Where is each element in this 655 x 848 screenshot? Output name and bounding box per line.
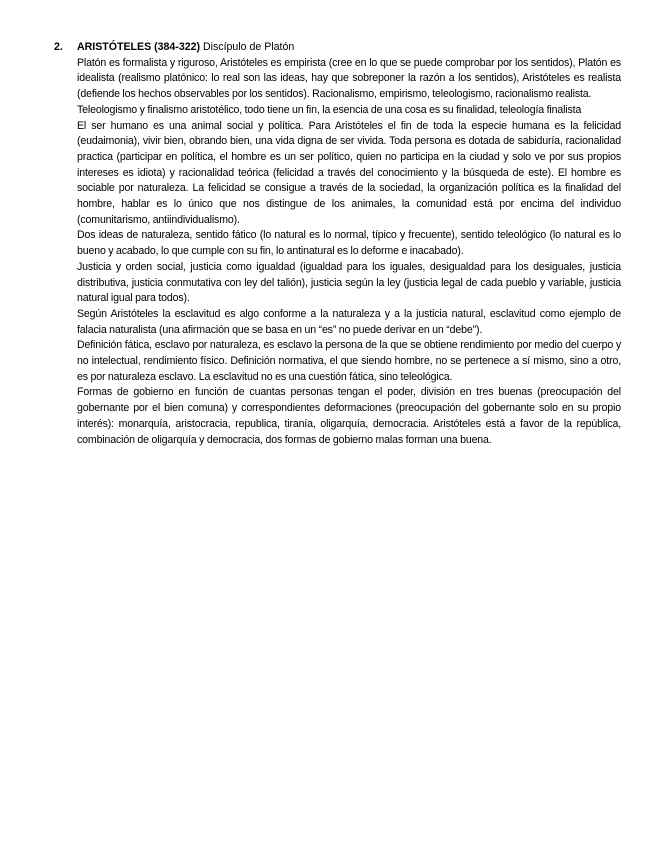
paragraph-esclavitud: Según Aristóteles la esclavitud es algo conforme a la naturaleza y a la justicia natural, esclavitud como ejemplo de falacia naturalista (una afirmación que se basa en un “es” no puede derivar en un “debe”). <box>77 307 621 336</box>
section-title: ARISTÓTELES (384-322) <box>77 41 201 53</box>
section-body <box>77 56 621 449</box>
paragraph-ideas-naturaleza: Dos ideas de naturaleza, sentido fático (lo natural es lo normal, típico y frecuente), sentido teleológico (lo natural es lo bueno y acabado, lo que cumple con su fin, lo antinatural es lo deforme e inacabado). <box>77 229 621 258</box>
section-heading <box>54 40 621 56</box>
paragraph-ser-humano: El ser humano es una animal social y política. Para Aristóteles el fin de toda la especie humana es la felicidad (eudaimonia), vivir bien, obrando bien, una vida digna de ser vivida. Toda persona es dotada de sabiduría, racionalidad practica (participar en política, el hombre es un ser político, quien no participa en la ciudad y solo ve por sus propios intereses es idiota) y racionalidad teórica (felicidad a través del conocimiento y la búsqueda de este). El hombre es sociable por naturaleza. La felicidad se consigue a través de la sociedad, la organización política es la finalidad del hombre, hablar es lo único que nos distingue de los animales, la comunidad está por encima del individuo (comunitarismo, antiindividualismo). <box>77 119 621 226</box>
section-subtitle: Discípulo de Platón <box>203 41 295 53</box>
paragraph-teleologismo: Teleologismo y finalismo aristotélico, todo tiene un fin, la esencia de una cosa es su finalidad, teleología finalista <box>77 103 582 116</box>
section-aristoteles <box>54 40 621 448</box>
paragraph-justicia: Justicia y orden social, justicia como igualdad (igualdad para los iguales, desigualdad para los desiguales, justicia distributiva, justicia conmutativa con ley del talión), justicia según la ley (justicia legal de cada pueblo y variable, justicia natural igual para todos). <box>77 260 621 305</box>
paragraph-definicion-esclavo: Definición fática, esclavo por naturaleza, es esclavo la persona de la que se obtiene rendimiento por medio del cuerpo y no intelectual, rendimiento físico. Definición normativa, el que siendo hombre, no se pertenece a sí mismo, sino a otro, es por naturaleza esclavo. La esclavitud no es una cuestión fática, sino teleológica. <box>77 339 621 383</box>
paragraph-platon-vs-aristoteles: Platón es formalista y riguroso, Aristóteles es empirista (cree en lo que se puede comprobar por los sentidos), Platón es idealista (realismo platónico: lo real son las ideas, hay que sobreponer la razón a los sentidos), Aristóteles es realista (defiende los hechos observables por los sentidos). Racionalismo, empirismo, teleologismo, racionalismo realista. <box>77 56 621 101</box>
section-number: 2. <box>54 41 63 53</box>
paragraph-formas-gobierno: Formas de gobierno en función de cuantas personas tengan el poder, división en tres buenas (preocupación del gobernante por el bien comuna) y correspondientes deformaciones (preocupación del gobernante solo en su propio interés): monarquía, aristocracia, republica, tiranía, oligarquía, democracia. Aristóteles está a favor de la república, combinación de oligarquía y democracia, dos formas de gobierno malas forman una buena. <box>77 386 621 446</box>
